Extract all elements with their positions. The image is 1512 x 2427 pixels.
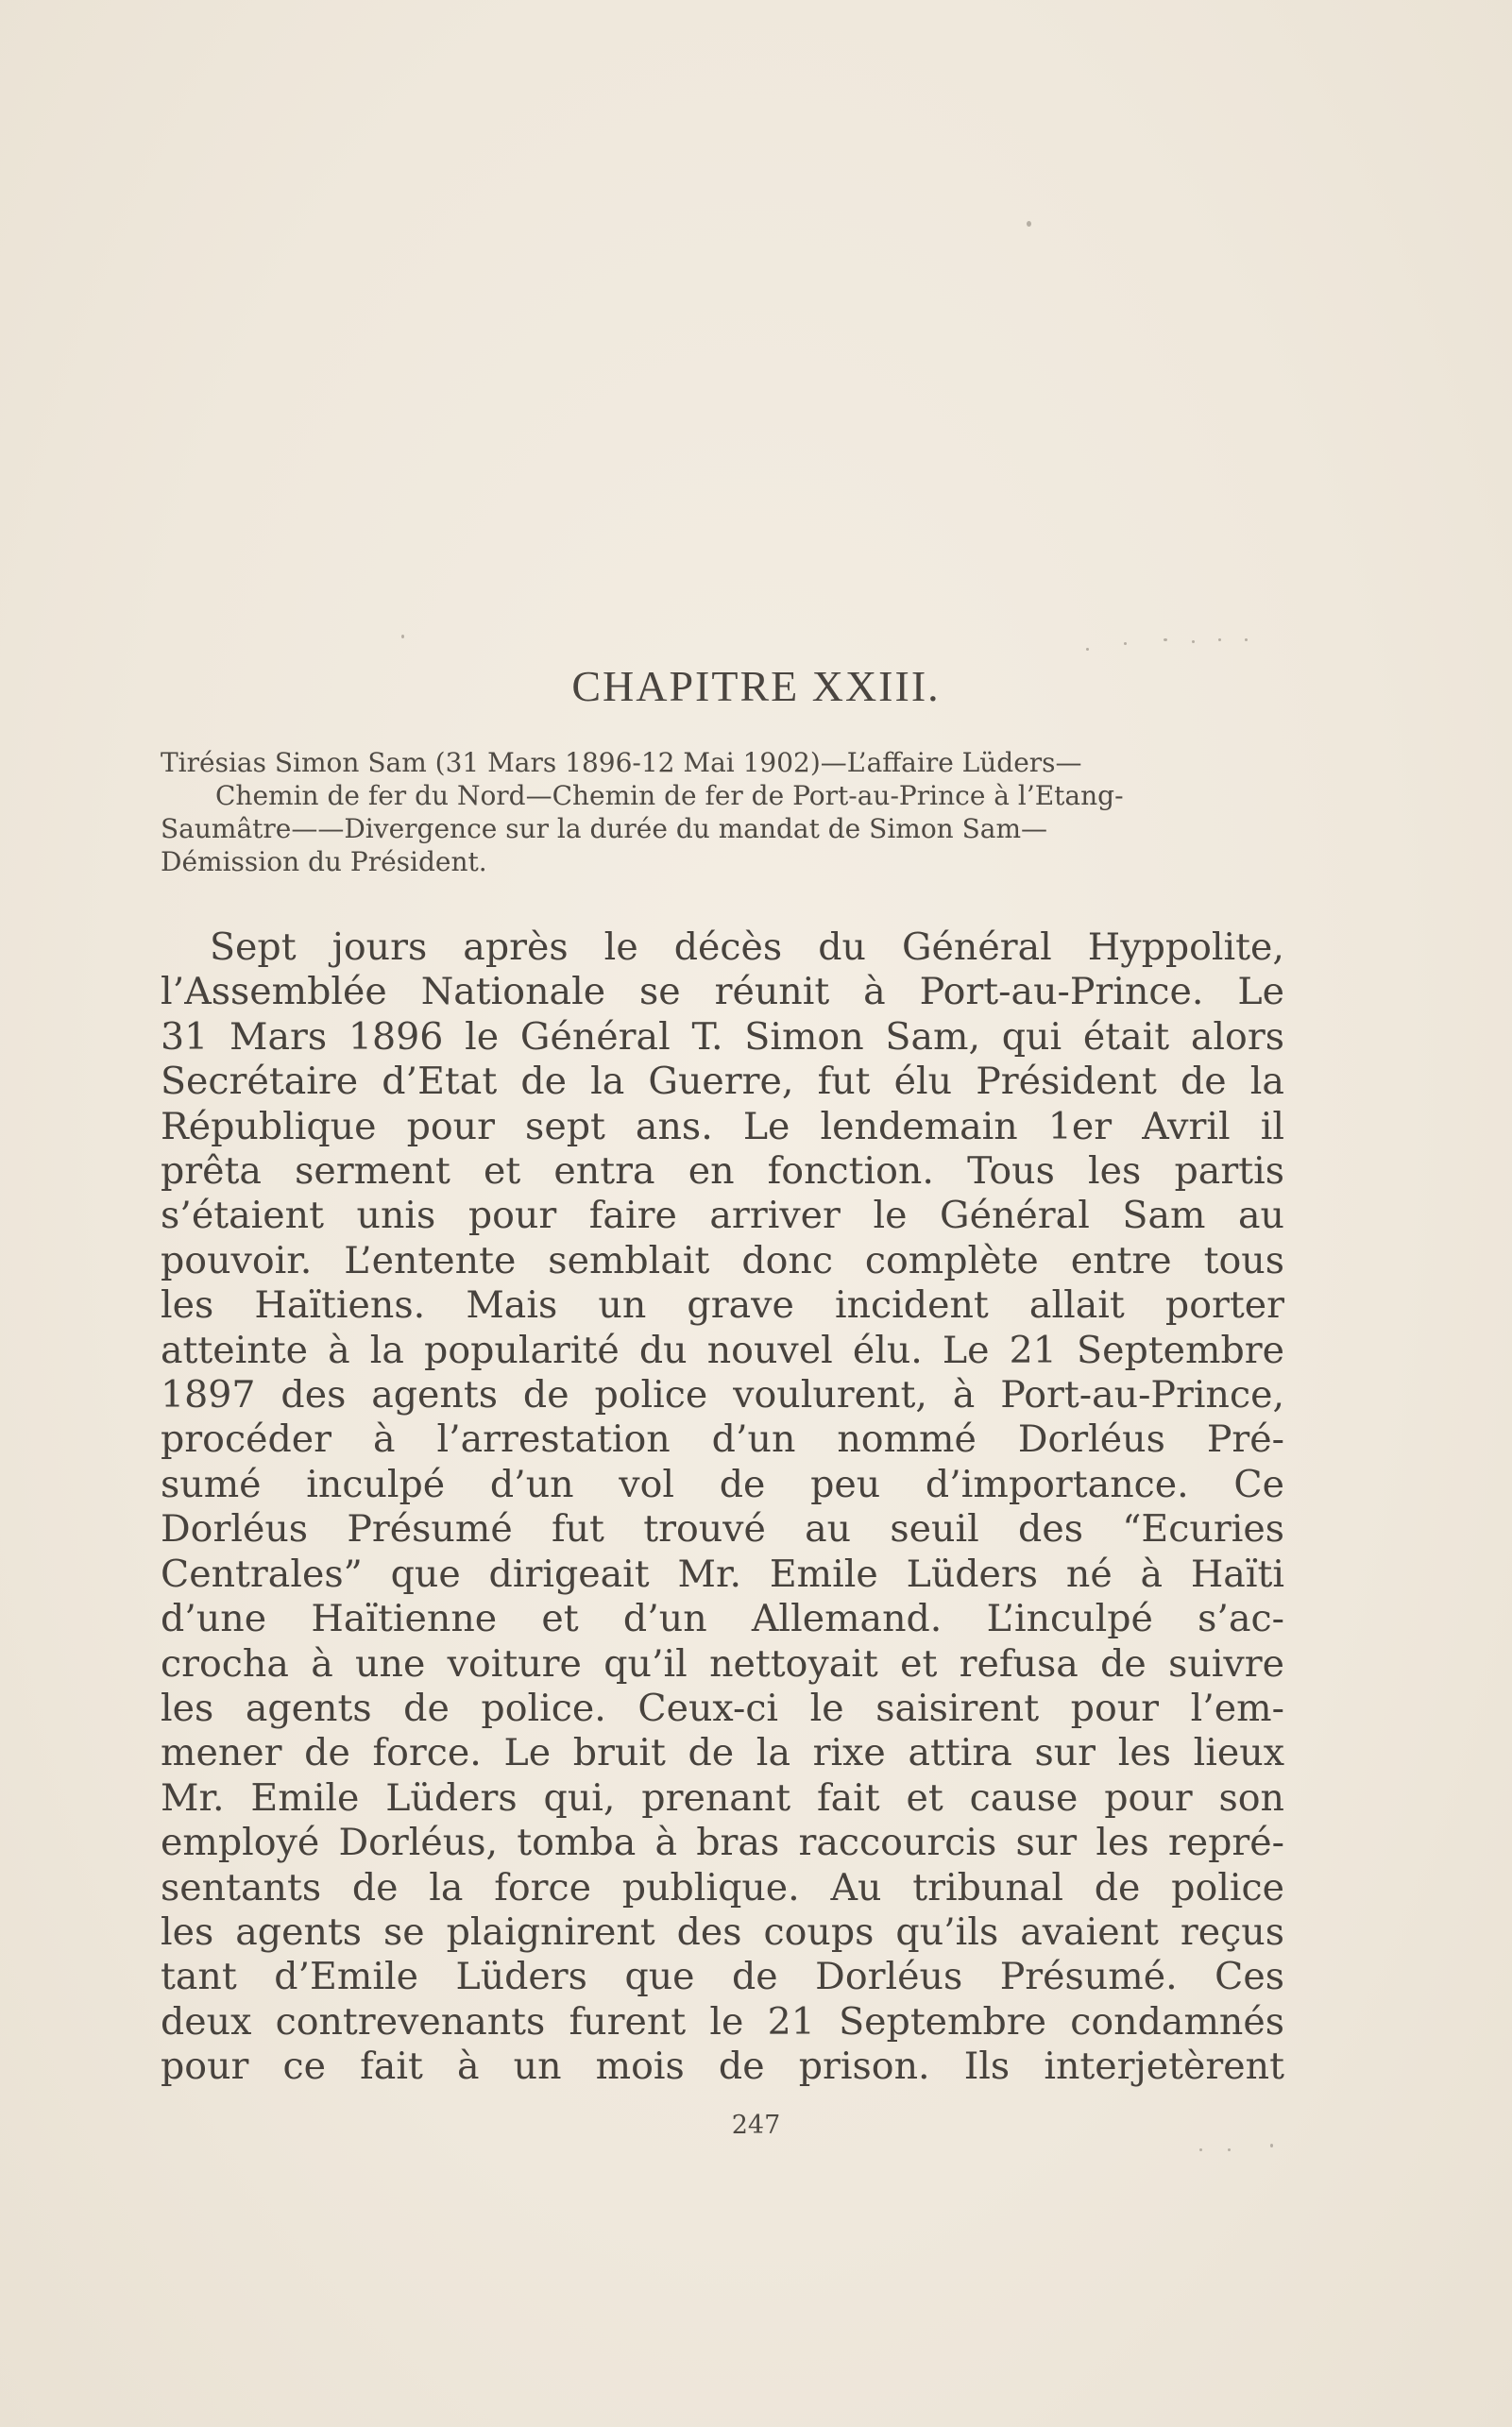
body-paragraph xyxy=(161,925,1284,2090)
paper-speck xyxy=(1218,638,1221,641)
paragraph-line: Sept jours après le décès du Général Hyppolite, xyxy=(210,925,1284,969)
paragraph-line: Centrales” que dirigeait Mr. Emile Lüders né à Haïti xyxy=(161,1552,1284,1596)
summary-line: Tirésias Simon Sam (31 Mars 1896-12 Mai 1902)—L’affaire Lüders— xyxy=(161,747,1082,778)
paper-speck xyxy=(1164,638,1167,641)
paragraph-line: sumé inculpé d’un vol de peu d’importance. Ce xyxy=(161,1462,1284,1506)
paragraph-line: pour ce fait à un mois de prison. Ils interjetèrent xyxy=(161,2045,1284,2089)
paragraph-line: employé Dorléus, tomba à bras raccourcis sur les repré- xyxy=(161,1821,1284,1865)
paragraph-line: d’une Haïtienne et d’un Allemand. L’inculpé s’ac- xyxy=(161,1597,1284,1641)
paragraph-line: crocha à une voiture qu’il nettoyait et refusa de suivre xyxy=(161,1641,1284,1686)
paragraph-line: pouvoir. L’entente semblait donc complète entre tous xyxy=(161,1238,1284,1282)
summary-line: Saumâtre——Divergence sur la durée du mandat de Simon Sam— xyxy=(161,813,1048,844)
summary-line: Chemin de fer du Nord—Chemin de fer de Port-au-Prince à l’Etang- xyxy=(215,780,1124,811)
paragraph-line: 1897 des agents de police voulurent, à Port-au-Prince, xyxy=(161,1373,1284,1417)
paper-speck xyxy=(1124,642,1127,645)
paper-speck xyxy=(1027,221,1031,227)
chapter-title: CHAPITRE XXIII. xyxy=(571,662,941,710)
paper-speck xyxy=(1270,2144,1273,2147)
chapter-summary xyxy=(161,746,1301,878)
paper-speck xyxy=(1086,648,1089,651)
paper-speck xyxy=(1199,2148,1202,2151)
paragraph-line: atteinte à la popularité du nouvel élu. Le 21 Septembre xyxy=(161,1328,1284,1372)
paragraph-line: s’étaient unis pour faire arriver le Général Sam au xyxy=(161,1194,1284,1238)
paragraph-line: les Haïtiens. Mais un grave incident allait porter xyxy=(161,1283,1284,1328)
paper-speck xyxy=(401,635,404,638)
paragraph-line: les agents se plaignirent des coups qu’ils avaient reçus xyxy=(161,1909,1284,1954)
paragraph-line: prêta serment et entra en fonction. Tous les partis xyxy=(161,1149,1284,1194)
paper-speck xyxy=(1228,2148,1231,2151)
paragraph-line: sentants de la force publique. Au tribunal de police xyxy=(161,1865,1284,1909)
page-number: 247 xyxy=(731,2111,781,2140)
paragraph-line: Mr. Emile Lüders qui, prenant fait et cause pour son xyxy=(161,1775,1284,1820)
paragraph-line: deux contrevenants furent le 21 Septembre condamnés xyxy=(161,1999,1284,2044)
paragraph-line: l’Assemblée Nationale se réunit à Port-au-Prince. Le xyxy=(161,970,1284,1014)
paper-speck xyxy=(1192,640,1195,643)
paragraph-line: procéder à l’arrestation d’un nommé Dorléus Pré- xyxy=(161,1417,1284,1462)
paragraph-line: 31 Mars 1896 le Général T. Simon Sam, qui était alors xyxy=(161,1014,1284,1059)
paragraph-line: mener de force. Le bruit de la rixe attira sur les lieux xyxy=(161,1731,1284,1775)
paragraph-line: République pour sept ans. Le lendemain 1er Avril il xyxy=(161,1104,1284,1148)
paragraph-line: Secrétaire d’Etat de la Guerre, fut élu Président de la xyxy=(161,1060,1284,1104)
paragraph-line: les agents de police. Ceux-ci le saisirent pour l’em- xyxy=(161,1686,1284,1730)
summary-line: Démission du Président. xyxy=(161,846,487,877)
paragraph-line: tant d’Emile Lüders que de Dorléus Présumé. Ces xyxy=(161,1955,1284,1999)
paper-speck xyxy=(1245,638,1248,641)
paragraph-line: Dorléus Présumé fut trouvé au seuil des “Ecuries xyxy=(161,1507,1284,1552)
